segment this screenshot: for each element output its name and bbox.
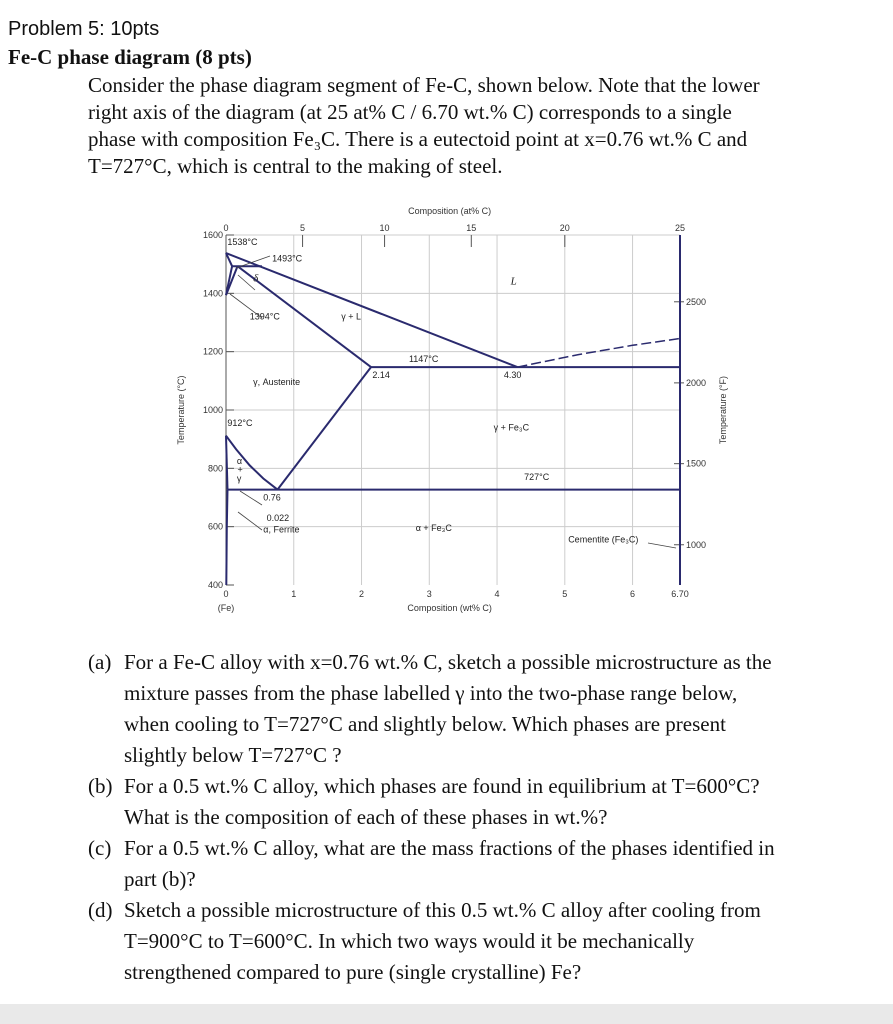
y2-tick-label: 1500	[686, 458, 707, 469]
question-line: part (b)?	[124, 867, 196, 891]
question-b	[88, 771, 775, 833]
section-title: Fe-C phase diagram (8 pts)	[8, 45, 252, 69]
intro-line: right axis of the diagram (at 25 at% C / 6.70 wt.% C) corresponds to a single	[88, 100, 732, 124]
phase-label: 1147°C	[408, 353, 439, 364]
phase-label: γ + Fe₃C	[493, 422, 530, 433]
question-label: (d)	[88, 898, 113, 922]
phase-label: α + Fe₃C	[415, 523, 452, 534]
x-tick-label: 3	[426, 589, 432, 599]
x2-tick-label: 0	[223, 223, 229, 233]
x-tick-label: 4	[494, 589, 500, 599]
question-label: (a)	[88, 650, 112, 674]
x2-tick-label: 25	[674, 223, 686, 233]
intro-line: phase with composition Fe₃C. There is a eutectoid point at x=0.76 wt.% C and	[88, 127, 748, 151]
question-text	[124, 647, 772, 771]
y2-tick-label: 2500	[686, 296, 707, 307]
question-line: T=900°C to T=600°C. In which two ways would it be mechanically	[124, 929, 695, 953]
y-axis-label: Temperature (°C)	[176, 375, 186, 445]
phase-label: γ + L	[341, 311, 361, 322]
question-line: when cooling to T=727°C and slightly below. Which phases are present	[124, 712, 726, 736]
y2-tick-label: 2000	[686, 377, 707, 388]
phase-label: 1538°C	[227, 237, 258, 248]
question-line: What is the composition of each of these phases in wt.%?	[124, 805, 608, 829]
x-tick-label: 6	[630, 589, 636, 599]
phase-label: α	[236, 455, 243, 466]
question-d	[88, 895, 775, 988]
phase-label: 2.14	[372, 369, 390, 380]
y2-tick-label: 1000	[686, 539, 707, 550]
y-tick-label: 1600	[202, 230, 223, 240]
phase-label: 0.022	[266, 512, 290, 523]
question-line: For a 0.5 wt.% C alloy, what are the mass fractions of the phases identified in	[124, 836, 775, 860]
phase-label: 727°C	[524, 472, 550, 482]
question-list	[88, 647, 775, 988]
question-line: slightly below T=727°C ?	[124, 743, 342, 767]
y2-axis-label: Temperature (°F)	[718, 375, 728, 445]
phase-label: δ	[253, 272, 259, 285]
leader-line	[230, 294, 262, 318]
x-axis-label: Composition (wt% C)	[407, 603, 492, 613]
problem-heading: Problem 5: 10pts	[8, 18, 160, 40]
phase-label: α, Ferrite	[263, 524, 300, 535]
phase-boundary-liquidus	[226, 253, 517, 367]
x-origin-note: (Fe)	[217, 603, 235, 613]
y-tick-label: 1400	[202, 288, 223, 299]
phase-label: +	[237, 464, 243, 475]
phase-label: 4.30	[503, 369, 522, 380]
x-tick-label: 6.70	[671, 589, 689, 599]
intro-line: Consider the phase diagram segment of Fe-C, shown below. Note that the lower	[88, 73, 760, 97]
leader-line	[238, 512, 262, 530]
y-tick-label: 800	[207, 463, 223, 474]
question-line: For a 0.5 wt.% C alloy, which phases are found in equilibrium at T=600°C?	[124, 774, 760, 798]
y-tick-label: 400	[207, 580, 223, 590]
x2-axis-label: Composition (at% C)	[408, 206, 492, 216]
y-tick-label: 600	[207, 521, 223, 532]
leader-line	[648, 543, 676, 548]
phase-label: 1394°C	[249, 311, 280, 322]
question-text	[124, 771, 760, 833]
x2-tick-label: 20	[559, 223, 570, 233]
phase-boundary-liquidus-cementite	[517, 339, 680, 368]
y-tick-label: 1000	[202, 405, 223, 415]
x-tick-label: 1	[291, 589, 297, 599]
question-line: For a Fe-C alloy with x=0.76 wt.% C, sketch a possible microstructure as the	[124, 650, 772, 674]
phase-label: Cementite (Fe₃C)	[568, 534, 639, 545]
phase-boundary-a3	[226, 436, 278, 490]
question-a	[88, 647, 775, 771]
phase-label: γ, Austenite	[253, 377, 301, 388]
phase-boundary-alpha-solvus-low	[226, 490, 227, 585]
phase-label: L	[510, 275, 517, 288]
leader-line	[240, 491, 262, 505]
x2-tick-label: 10	[379, 223, 390, 233]
intro-line: T=727°C, which is central to the making of steel.	[88, 154, 503, 178]
question-line: Sketch a possible microstructure of this 0.5 wt.% C alloy after cooling from	[124, 898, 761, 922]
x-tick-label: 0	[223, 589, 229, 599]
phase-label: 0.76	[263, 492, 281, 503]
question-text	[124, 895, 761, 988]
question-line: strengthened compared to pure (single crystalline) Fe?	[124, 960, 582, 984]
x-tick-label: 2	[359, 589, 365, 599]
x-tick-label: 5	[562, 589, 568, 599]
question-line: mixture passes from the phase labelled γ into the two-phase range below,	[124, 681, 738, 705]
x2-tick-label: 15	[466, 223, 477, 233]
x2-tick-label: 5	[300, 223, 306, 233]
phase-label: 912°C	[227, 418, 253, 429]
question-label: (b)	[88, 774, 113, 798]
phase-label: γ	[236, 473, 242, 484]
phase-label: 1493°C	[272, 253, 303, 264]
y-tick-label: 1200	[202, 346, 223, 357]
question-c	[88, 833, 775, 895]
bottom-bar	[0, 1004, 893, 1024]
question-text	[124, 833, 775, 895]
question-label: (c)	[88, 836, 112, 860]
